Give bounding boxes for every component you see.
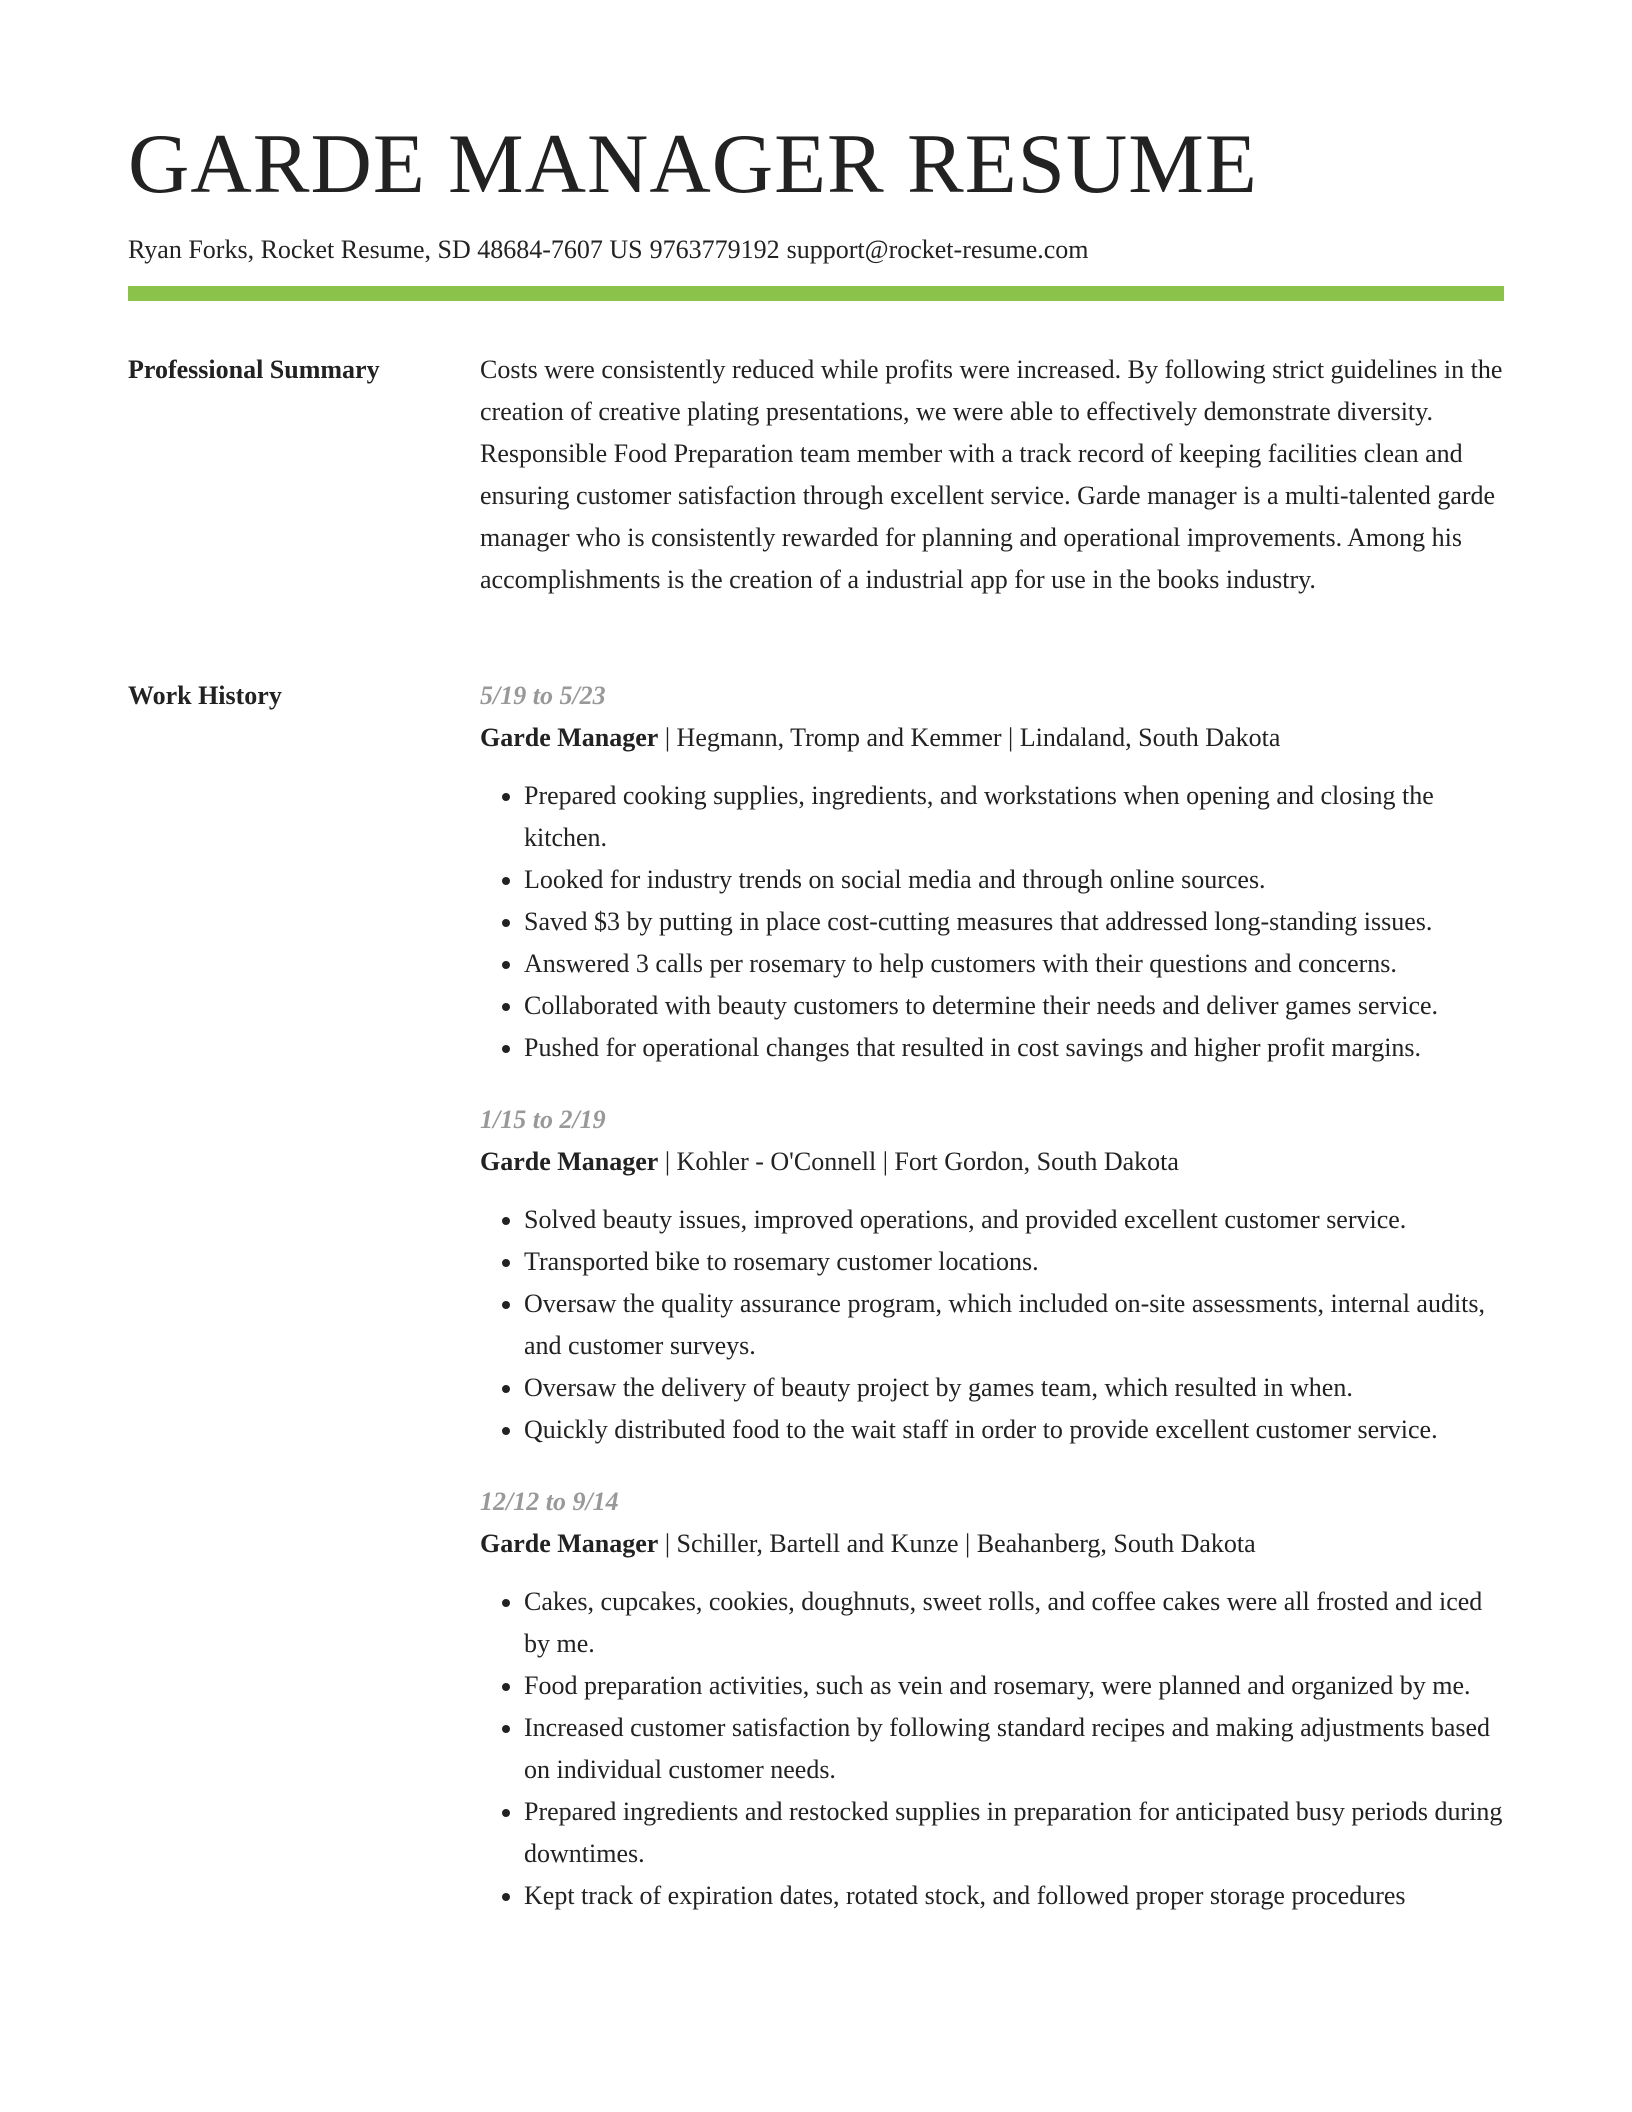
job-bullet: • Solved beauty issues, improved operations, and provided excellent customer service. [524, 1199, 1504, 1241]
job-heading [480, 1141, 1504, 1183]
job-bullet: • Oversaw the delivery of beauty project by games team, which resulted in when. [524, 1367, 1504, 1409]
summary-label: Professional Summary [128, 355, 380, 384]
job-bullet: • Collaborated with beauty customers to determine their needs and deliver games service. [524, 985, 1504, 1027]
contact-address: Ryan Forks, Rocket Resume, SD 48684-7607 US [128, 235, 643, 264]
work-history-body [480, 675, 1504, 1947]
job-bullet: • Answered 3 calls per rosemary to help customers with their questions and concerns. [524, 943, 1504, 985]
job-bullet: • Cakes, cupcakes, cookies, doughnuts, sweet rolls, and coffee cakes were all frosted and iced by me. [524, 1581, 1504, 1665]
job-dates: 1/15 to 2/19 [480, 1105, 606, 1134]
header-divider [128, 286, 1504, 301]
job-dates: 5/19 to 5/23 [480, 681, 606, 710]
job-bullet: • Transported bike to rosemary customer locations. [524, 1241, 1504, 1283]
job-bullet: • Looked for industry trends on social media and through online sources. [524, 859, 1504, 901]
contact-line [128, 234, 1089, 265]
job-bullet: • Prepared ingredients and restocked supplies in preparation for anticipated busy periods during downtimes. [524, 1791, 1504, 1875]
job-entry [480, 1099, 1504, 1451]
job-entry [480, 675, 1504, 1069]
contact-phone: 9763779192 [649, 235, 780, 264]
job-title: Garde Manager [480, 1529, 659, 1558]
job-bullet: • Saved $3 by putting in place cost-cutting measures that addressed long-standing issues. [524, 901, 1504, 943]
job-title: Garde Manager [480, 1147, 659, 1176]
job-bullet: • Increased customer satisfaction by following standard recipes and making adjustments based on individual customer needs. [524, 1707, 1504, 1791]
summary-body [480, 349, 1504, 601]
summary-text: Costs were consistently reduced while profits were increased. By following strict guidelines in the creation of creative plating presentations, we were able to effectively demonstrate diversity. Responsible Food Preparation team member with a track record of keeping facilities clean and ensuring customer satisfaction through excellent service. Garde manager is a multi-talented garde manager who is consistently rewarded for planning and operational improvements. Among his accomplishments is the creation of a industrial app for use in the books industry. [480, 355, 1503, 594]
job-bullets [480, 775, 1504, 1069]
job-bullet: • Quickly distributed food to the wait staff in order to provide excellent customer service. [524, 1409, 1504, 1451]
job-bullet: • Food preparation activities, such as vein and rosemary, were planned and organized by me. [524, 1665, 1504, 1707]
contact-email: support@rocket-resume.com [786, 235, 1089, 264]
job-bullet: • Prepared cooking supplies, ingredients, and workstations when opening and closing the kitchen. [524, 775, 1504, 859]
job-details: | Kohler - O'Connell | Fort Gordon, South Dakota [658, 1147, 1179, 1176]
resume-title: GARDE MANAGER RESUME [128, 117, 1258, 211]
job-heading [480, 1523, 1504, 1565]
job-bullets [480, 1199, 1504, 1451]
job-details: | Hegmann, Tromp and Kemmer | Lindaland, South Dakota [658, 723, 1281, 752]
job-bullets [480, 1581, 1504, 1917]
job-title: Garde Manager [480, 723, 659, 752]
job-heading [480, 717, 1504, 759]
job-bullet: • Kept track of expiration dates, rotated stock, and followed proper storage procedures [524, 1875, 1504, 1917]
job-entry [480, 1481, 1504, 1917]
job-bullet: • Pushed for operational changes that resulted in cost savings and higher profit margins. [524, 1027, 1504, 1069]
job-bullet: • Oversaw the quality assurance program, which included on-site assessments, internal audits, and customer surveys. [524, 1283, 1504, 1367]
job-dates: 12/12 to 9/14 [480, 1487, 619, 1516]
work-history-label: Work History [128, 681, 282, 710]
job-details: | Schiller, Bartell and Kunze | Beahanberg, South Dakota [658, 1529, 1256, 1558]
